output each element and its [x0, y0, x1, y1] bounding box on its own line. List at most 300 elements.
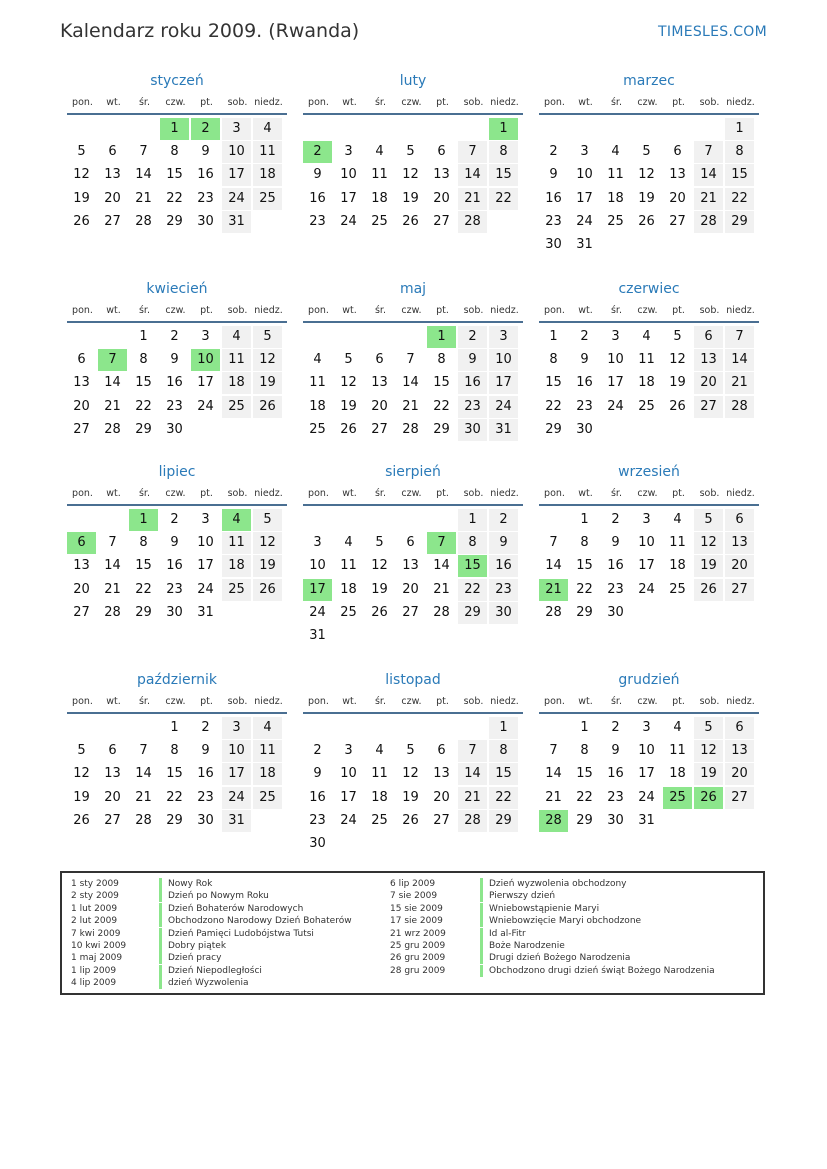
- legend-holiday-name: Wniebowzięcie Maryi obchodzone: [480, 915, 641, 927]
- day-cell: 30: [166, 604, 183, 620]
- day-cell: 10: [638, 535, 655, 551]
- day-cell: 26: [73, 213, 90, 229]
- legend-date: 2 lut 2009: [71, 916, 118, 927]
- day-cell: 12: [402, 766, 419, 782]
- day-cell: 14: [433, 558, 450, 574]
- day-cell: 2: [313, 743, 322, 759]
- day-cell: 31: [638, 812, 655, 828]
- weekend-day: 28: [458, 810, 487, 832]
- holiday-day: 6: [67, 532, 96, 554]
- day-cell: 17: [197, 375, 214, 391]
- weekend-day: 17: [489, 372, 518, 394]
- weekend-day: 9: [458, 349, 487, 371]
- day-cell: 9: [580, 352, 589, 368]
- day-cell: 7: [549, 535, 558, 551]
- day-cell: 1: [580, 512, 589, 527]
- day-cell: 18: [669, 766, 686, 782]
- weekday-label: sob.: [699, 696, 720, 707]
- day-cell: 19: [73, 190, 90, 206]
- weekend-day: 19: [253, 555, 282, 577]
- weekday-label: sob.: [227, 696, 248, 707]
- day-cell: 16: [607, 766, 624, 782]
- weekday-divider: [67, 113, 287, 115]
- weekday-label: pt.: [436, 696, 449, 707]
- day-cell: 28: [104, 604, 121, 620]
- day-cell: 16: [545, 190, 562, 206]
- day-cell: 23: [166, 398, 183, 414]
- day-cell: 9: [170, 352, 179, 368]
- weekday-label: pt.: [436, 488, 449, 499]
- weekend-day: 4: [222, 326, 251, 348]
- day-cell: 13: [371, 375, 388, 391]
- day-cell: 27: [433, 812, 450, 828]
- weekday-label: śr.: [138, 305, 150, 316]
- weekend-day: 30: [489, 602, 518, 624]
- day-cell: 19: [402, 190, 419, 206]
- weekend-day: 9: [489, 532, 518, 554]
- weekend-day: 3: [222, 118, 251, 140]
- day-cell: 6: [437, 144, 446, 160]
- weekend-day: 21: [458, 787, 487, 809]
- weekday-label: niedz.: [726, 97, 755, 108]
- day-cell: 25: [607, 213, 624, 229]
- day-cell: 12: [638, 167, 655, 183]
- day-cell: 9: [201, 743, 210, 759]
- day-cell: 16: [309, 190, 326, 206]
- day-cell: 22: [576, 789, 593, 805]
- weekend-day: 29: [458, 602, 487, 624]
- day-cell: 26: [638, 213, 655, 229]
- legend-holiday-name: Pierwszy dzień: [480, 890, 555, 902]
- weekend-day: 30: [458, 419, 487, 441]
- weekend-day: 12: [253, 532, 282, 554]
- weekday-label: niedz.: [490, 97, 519, 108]
- holiday-day: 4: [222, 509, 251, 531]
- day-cell: 25: [371, 213, 388, 229]
- weekday-label: sob.: [699, 97, 720, 108]
- day-cell: 6: [406, 535, 415, 551]
- weekend-day: 14: [725, 349, 754, 371]
- weekend-day: 18: [222, 372, 251, 394]
- weekday-label: czw.: [401, 488, 422, 499]
- day-cell: 16: [166, 375, 183, 391]
- month-name: listopad: [385, 672, 441, 688]
- weekend-day: 20: [694, 372, 723, 394]
- day-cell: 3: [580, 144, 589, 160]
- day-cell: 20: [433, 190, 450, 206]
- day-cell: 28: [545, 604, 562, 620]
- page-title: Kalendarz roku 2009. (Rwanda): [60, 20, 360, 42]
- weekend-day: 14: [694, 164, 723, 186]
- day-cell: 15: [545, 375, 562, 391]
- holiday-day: 26: [694, 787, 723, 809]
- day-cell: 13: [104, 167, 121, 183]
- day-cell: 20: [104, 190, 121, 206]
- weekend-day: 25: [253, 188, 282, 210]
- day-cell: 3: [344, 743, 353, 759]
- weekend-day: 6: [725, 717, 754, 739]
- weekend-day: 18: [253, 763, 282, 785]
- weekday-label: wt.: [578, 305, 593, 316]
- weekend-day: 21: [458, 188, 487, 210]
- legend-item: [62, 890, 762, 902]
- weekend-day: 22: [458, 579, 487, 601]
- weekend-day: 19: [253, 372, 282, 394]
- day-cell: 3: [313, 535, 322, 551]
- day-cell: 23: [309, 812, 326, 828]
- holiday-day: 2: [191, 118, 220, 140]
- day-cell: 1: [139, 329, 148, 344]
- legend-date: 26 gru 2009: [390, 953, 446, 964]
- day-cell: 4: [375, 743, 384, 759]
- day-cell: 20: [371, 398, 388, 414]
- day-cell: 23: [166, 581, 183, 597]
- month-name: styczeń: [150, 73, 204, 89]
- day-cell: 7: [406, 352, 415, 368]
- weekday-label: niedz.: [490, 488, 519, 499]
- legend-item: [62, 965, 762, 977]
- day-cell: 3: [642, 720, 651, 735]
- weekend-day: 3: [222, 717, 251, 739]
- weekday-label: śr.: [138, 696, 150, 707]
- weekday-label: wt.: [578, 97, 593, 108]
- weekday-label: wt.: [106, 696, 121, 707]
- weekday-label: niedz.: [726, 305, 755, 316]
- day-cell: 14: [545, 558, 562, 574]
- day-cell: 31: [197, 604, 214, 620]
- weekday-label: pt.: [436, 97, 449, 108]
- legend-date: 1 lut 2009: [71, 903, 118, 914]
- day-cell: 7: [139, 743, 148, 759]
- day-cell: 18: [607, 190, 624, 206]
- weekday-label: czw.: [637, 488, 658, 499]
- day-cell: 2: [549, 144, 558, 160]
- day-cell: 13: [104, 766, 121, 782]
- day-cell: 22: [166, 190, 183, 206]
- day-cell: 26: [402, 812, 419, 828]
- month-name: lipiec: [158, 464, 196, 480]
- day-cell: 4: [611, 144, 620, 160]
- weekend-day: 14: [458, 164, 487, 186]
- weekday-label: pon.: [72, 696, 93, 707]
- weekend-day: 16: [489, 555, 518, 577]
- weekend-day: 12: [694, 740, 723, 762]
- weekday-label: czw.: [401, 97, 422, 108]
- weekend-day: 28: [694, 211, 723, 233]
- weekday-label: wt.: [342, 488, 357, 499]
- day-cell: 24: [607, 398, 624, 414]
- weekday-label: śr.: [374, 488, 386, 499]
- day-cell: 14: [135, 167, 152, 183]
- weekday-label: pt.: [200, 488, 213, 499]
- day-cell: 20: [73, 398, 90, 414]
- weekday-label: sob.: [227, 305, 248, 316]
- weekend-day: 25: [253, 787, 282, 809]
- weekday-label: czw.: [637, 696, 658, 707]
- day-cell: 11: [371, 766, 388, 782]
- weekend-day: 5: [253, 326, 282, 348]
- weekend-day: 11: [222, 349, 251, 371]
- day-cell: 22: [135, 581, 152, 597]
- day-cell: 20: [433, 789, 450, 805]
- weekday-label: niedz.: [490, 696, 519, 707]
- day-cell: 8: [580, 535, 589, 551]
- weekday-label: pon.: [308, 305, 329, 316]
- weekday-label: pt.: [672, 696, 685, 707]
- day-cell: 17: [638, 766, 655, 782]
- day-cell: 30: [309, 836, 326, 851]
- day-cell: 3: [642, 512, 651, 527]
- day-cell: 4: [673, 512, 682, 527]
- day-cell: 14: [135, 766, 152, 782]
- day-cell: 27: [371, 421, 388, 437]
- weekday-divider: [303, 712, 523, 714]
- weekend-day: 29: [489, 810, 518, 832]
- day-cell: 26: [73, 812, 90, 828]
- weekend-day: 7: [458, 740, 487, 762]
- day-cell: 8: [580, 743, 589, 759]
- weekend-day: 5: [253, 509, 282, 531]
- day-cell: 21: [104, 398, 121, 414]
- weekday-label: sob.: [463, 696, 484, 707]
- day-cell: 20: [402, 581, 419, 597]
- weekday-divider: [539, 504, 759, 506]
- day-cell: 5: [77, 144, 86, 160]
- site-link[interactable]: TIMESLES.COM: [658, 24, 767, 40]
- day-cell: 26: [669, 398, 686, 414]
- day-cell: 16: [576, 375, 593, 391]
- weekend-day: 19: [694, 763, 723, 785]
- weekend-day: 25: [222, 579, 251, 601]
- weekday-label: pon.: [544, 696, 565, 707]
- day-cell: 16: [166, 558, 183, 574]
- weekday-divider: [67, 504, 287, 506]
- day-cell: 2: [170, 329, 179, 344]
- day-cell: 24: [197, 398, 214, 414]
- weekday-divider: [539, 321, 759, 323]
- day-cell: 18: [669, 558, 686, 574]
- day-cell: 23: [576, 398, 593, 414]
- day-cell: 16: [197, 766, 214, 782]
- weekday-label: śr.: [374, 305, 386, 316]
- day-cell: 26: [402, 213, 419, 229]
- day-cell: 14: [104, 558, 121, 574]
- weekend-day: 16: [458, 372, 487, 394]
- holiday-day: 7: [98, 349, 127, 371]
- day-cell: 12: [340, 375, 357, 391]
- weekend-day: 20: [725, 763, 754, 785]
- weekend-day: 21: [725, 372, 754, 394]
- day-cell: 10: [607, 352, 624, 368]
- weekday-label: śr.: [374, 696, 386, 707]
- day-cell: 22: [166, 789, 183, 805]
- day-cell: 22: [545, 398, 562, 414]
- day-cell: 30: [607, 604, 624, 620]
- weekday-label: niedz.: [254, 488, 283, 499]
- day-cell: 27: [669, 213, 686, 229]
- weekend-day: 2: [458, 326, 487, 348]
- weekday-label: pt.: [672, 305, 685, 316]
- month-name: sierpień: [385, 464, 441, 480]
- day-cell: 17: [340, 190, 357, 206]
- weekend-day: 11: [253, 141, 282, 163]
- day-cell: 13: [402, 558, 419, 574]
- day-cell: 27: [73, 421, 90, 437]
- day-cell: 11: [340, 558, 357, 574]
- weekday-label: czw.: [165, 696, 186, 707]
- day-cell: 15: [433, 375, 450, 391]
- weekday-label: czw.: [165, 305, 186, 316]
- day-cell: 10: [340, 167, 357, 183]
- weekend-day: 31: [489, 419, 518, 441]
- weekend-day: 23: [489, 579, 518, 601]
- weekday-label: sob.: [463, 97, 484, 108]
- legend-date: 21 wrz 2009: [390, 928, 446, 939]
- weekend-day: 8: [489, 740, 518, 762]
- day-cell: 29: [576, 604, 593, 620]
- day-cell: 28: [433, 604, 450, 620]
- day-cell: 21: [135, 190, 152, 206]
- day-cell: 5: [406, 144, 415, 160]
- legend-item: [62, 903, 762, 915]
- weekend-day: 25: [222, 396, 251, 418]
- legend-date: 6 lip 2009: [390, 879, 436, 889]
- weekday-label: pon.: [72, 97, 93, 108]
- day-cell: 25: [669, 581, 686, 597]
- day-cell: 24: [197, 581, 214, 597]
- weekday-label: pon.: [544, 488, 565, 499]
- day-cell: 29: [166, 213, 183, 229]
- day-cell: 6: [77, 352, 86, 368]
- day-cell: 23: [197, 789, 214, 805]
- day-cell: 15: [576, 558, 593, 574]
- day-cell: 9: [201, 144, 210, 160]
- day-cell: 24: [576, 213, 593, 229]
- weekday-label: niedz.: [254, 305, 283, 316]
- day-cell: 23: [197, 190, 214, 206]
- weekend-day: 8: [725, 141, 754, 163]
- day-cell: 22: [135, 398, 152, 414]
- day-cell: 15: [166, 167, 183, 183]
- weekend-day: 7: [458, 141, 487, 163]
- day-cell: 16: [607, 558, 624, 574]
- day-cell: 19: [371, 581, 388, 597]
- weekend-day: 17: [222, 763, 251, 785]
- weekday-label: pt.: [436, 305, 449, 316]
- day-cell: 3: [201, 512, 210, 527]
- day-cell: 21: [545, 789, 562, 805]
- day-cell: 4: [313, 352, 322, 368]
- legend-holiday-name: Dzień po Nowym Roku: [159, 890, 269, 902]
- weekend-day: 26: [253, 396, 282, 418]
- weekend-day: 4: [253, 717, 282, 739]
- month-name: luty: [399, 73, 427, 89]
- weekend-day: 13: [694, 349, 723, 371]
- weekend-day: 2: [489, 509, 518, 531]
- day-cell: 30: [197, 812, 214, 828]
- day-cell: 28: [135, 213, 152, 229]
- weekend-day: 11: [222, 532, 251, 554]
- day-cell: 30: [545, 237, 562, 252]
- day-cell: 19: [669, 375, 686, 391]
- legend-item: [62, 915, 762, 927]
- day-cell: 9: [611, 743, 620, 759]
- day-cell: 17: [197, 558, 214, 574]
- day-cell: 21: [104, 581, 121, 597]
- weekend-day: 22: [725, 188, 754, 210]
- day-cell: 9: [170, 535, 179, 551]
- weekday-label: wt.: [342, 696, 357, 707]
- day-cell: 25: [340, 604, 357, 620]
- day-cell: 29: [433, 421, 450, 437]
- weekday-label: wt.: [106, 305, 121, 316]
- holiday-day: 25: [663, 787, 692, 809]
- weekend-day: 8: [489, 141, 518, 163]
- day-cell: 9: [611, 535, 620, 551]
- day-cell: 1: [549, 329, 558, 344]
- weekend-day: 11: [253, 740, 282, 762]
- weekday-label: niedz.: [254, 97, 283, 108]
- day-cell: 14: [545, 766, 562, 782]
- day-cell: 27: [402, 604, 419, 620]
- day-cell: 5: [375, 535, 384, 551]
- day-cell: 11: [309, 375, 326, 391]
- weekday-label: pon.: [544, 305, 565, 316]
- weekday-label: sob.: [227, 488, 248, 499]
- weekday-label: śr.: [138, 488, 150, 499]
- day-cell: 8: [170, 144, 179, 160]
- day-cell: 24: [638, 789, 655, 805]
- day-cell: 17: [607, 375, 624, 391]
- weekday-label: śr.: [138, 97, 150, 108]
- day-cell: 13: [73, 375, 90, 391]
- weekday-label: niedz.: [490, 305, 519, 316]
- weekend-day: 24: [489, 396, 518, 418]
- day-cell: 19: [73, 789, 90, 805]
- legend-holiday-name: Obchodzono drugi dzień świąt Bożego Narodzenia: [480, 965, 715, 977]
- holiday-day: 1: [489, 118, 518, 140]
- day-cell: 30: [197, 213, 214, 229]
- day-cell: 13: [73, 558, 90, 574]
- day-cell: 22: [433, 398, 450, 414]
- weekend-day: 29: [725, 211, 754, 233]
- legend-item: [62, 928, 762, 940]
- weekday-label: pt.: [672, 488, 685, 499]
- weekday-label: pon.: [308, 696, 329, 707]
- weekend-day: 7: [694, 141, 723, 163]
- weekend-day: 13: [725, 532, 754, 554]
- weekday-label: sob.: [463, 305, 484, 316]
- weekend-day: 20: [725, 555, 754, 577]
- weekday-label: wt.: [342, 305, 357, 316]
- weekend-day: 1: [489, 717, 518, 739]
- weekday-label: pon.: [308, 97, 329, 108]
- day-cell: 23: [607, 789, 624, 805]
- weekday-label: pon.: [72, 305, 93, 316]
- day-cell: 19: [340, 398, 357, 414]
- weekday-label: wt.: [578, 488, 593, 499]
- day-cell: 11: [669, 743, 686, 759]
- day-cell: 1: [580, 720, 589, 735]
- legend-holiday-name: Id al-Fitr: [480, 928, 526, 940]
- day-cell: 10: [576, 167, 593, 183]
- weekday-label: niedz.: [726, 488, 755, 499]
- day-cell: 23: [545, 213, 562, 229]
- legend-item: [62, 940, 762, 952]
- holiday-day: 21: [539, 579, 568, 601]
- weekday-label: czw.: [401, 305, 422, 316]
- day-cell: 21: [433, 581, 450, 597]
